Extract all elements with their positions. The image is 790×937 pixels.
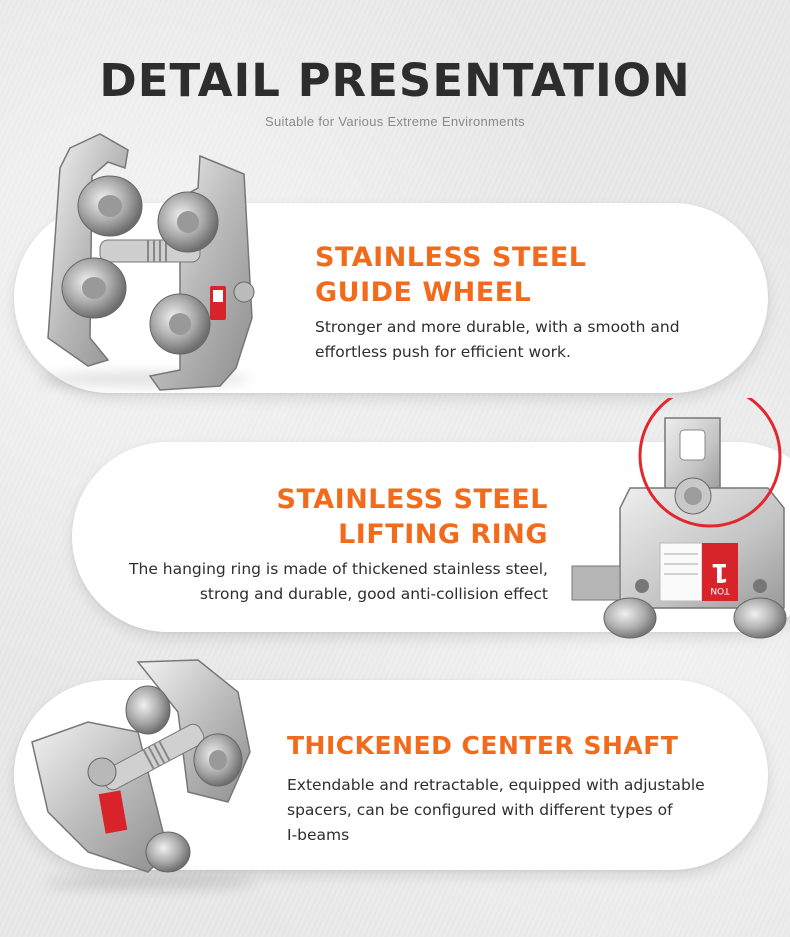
trolley-guide-wheel-image [30,128,270,393]
heading-line: STAINLESS STEEL [315,242,587,273]
page-subtitle: Suitable for Various Extreme Environments [265,114,525,129]
description-line: strong and durable, good anti-collision effect [199,585,548,603]
description-line: spacers, can be configured with different types of [287,801,673,819]
trolley-center-shaft-image [28,652,268,892]
description-line: The hanging ring is made of thickened stainless steel, [129,560,548,578]
section-heading-lifting-ring [230,482,548,552]
heading-line: LIFTING RING [338,519,548,550]
load-badge-unit: TON [710,585,730,595]
section-description-guide-wheel [315,315,755,365]
trolley-lifting-ring-image [560,398,790,648]
page-title: DETAIL PRESENTATION [99,54,691,107]
section-heading-center-shaft: THICKENED CENTER SHAFT [287,731,679,760]
section-description-center-shaft [287,773,727,848]
description-line: Stronger and more durable, with a smooth and [315,318,680,336]
section-description-lifting-ring [98,557,548,607]
description-line: I-beams [287,826,350,844]
description-line: effortless push for efficient work. [315,343,571,361]
heading-line: GUIDE WHEEL [315,277,532,308]
section-heading-guide-wheel [315,240,587,310]
heading-line: STAINLESS STEEL [276,484,548,515]
load-badge-number: 1 [710,557,730,587]
description-line: Extendable and retractable, equipped with adjustable [287,776,705,794]
